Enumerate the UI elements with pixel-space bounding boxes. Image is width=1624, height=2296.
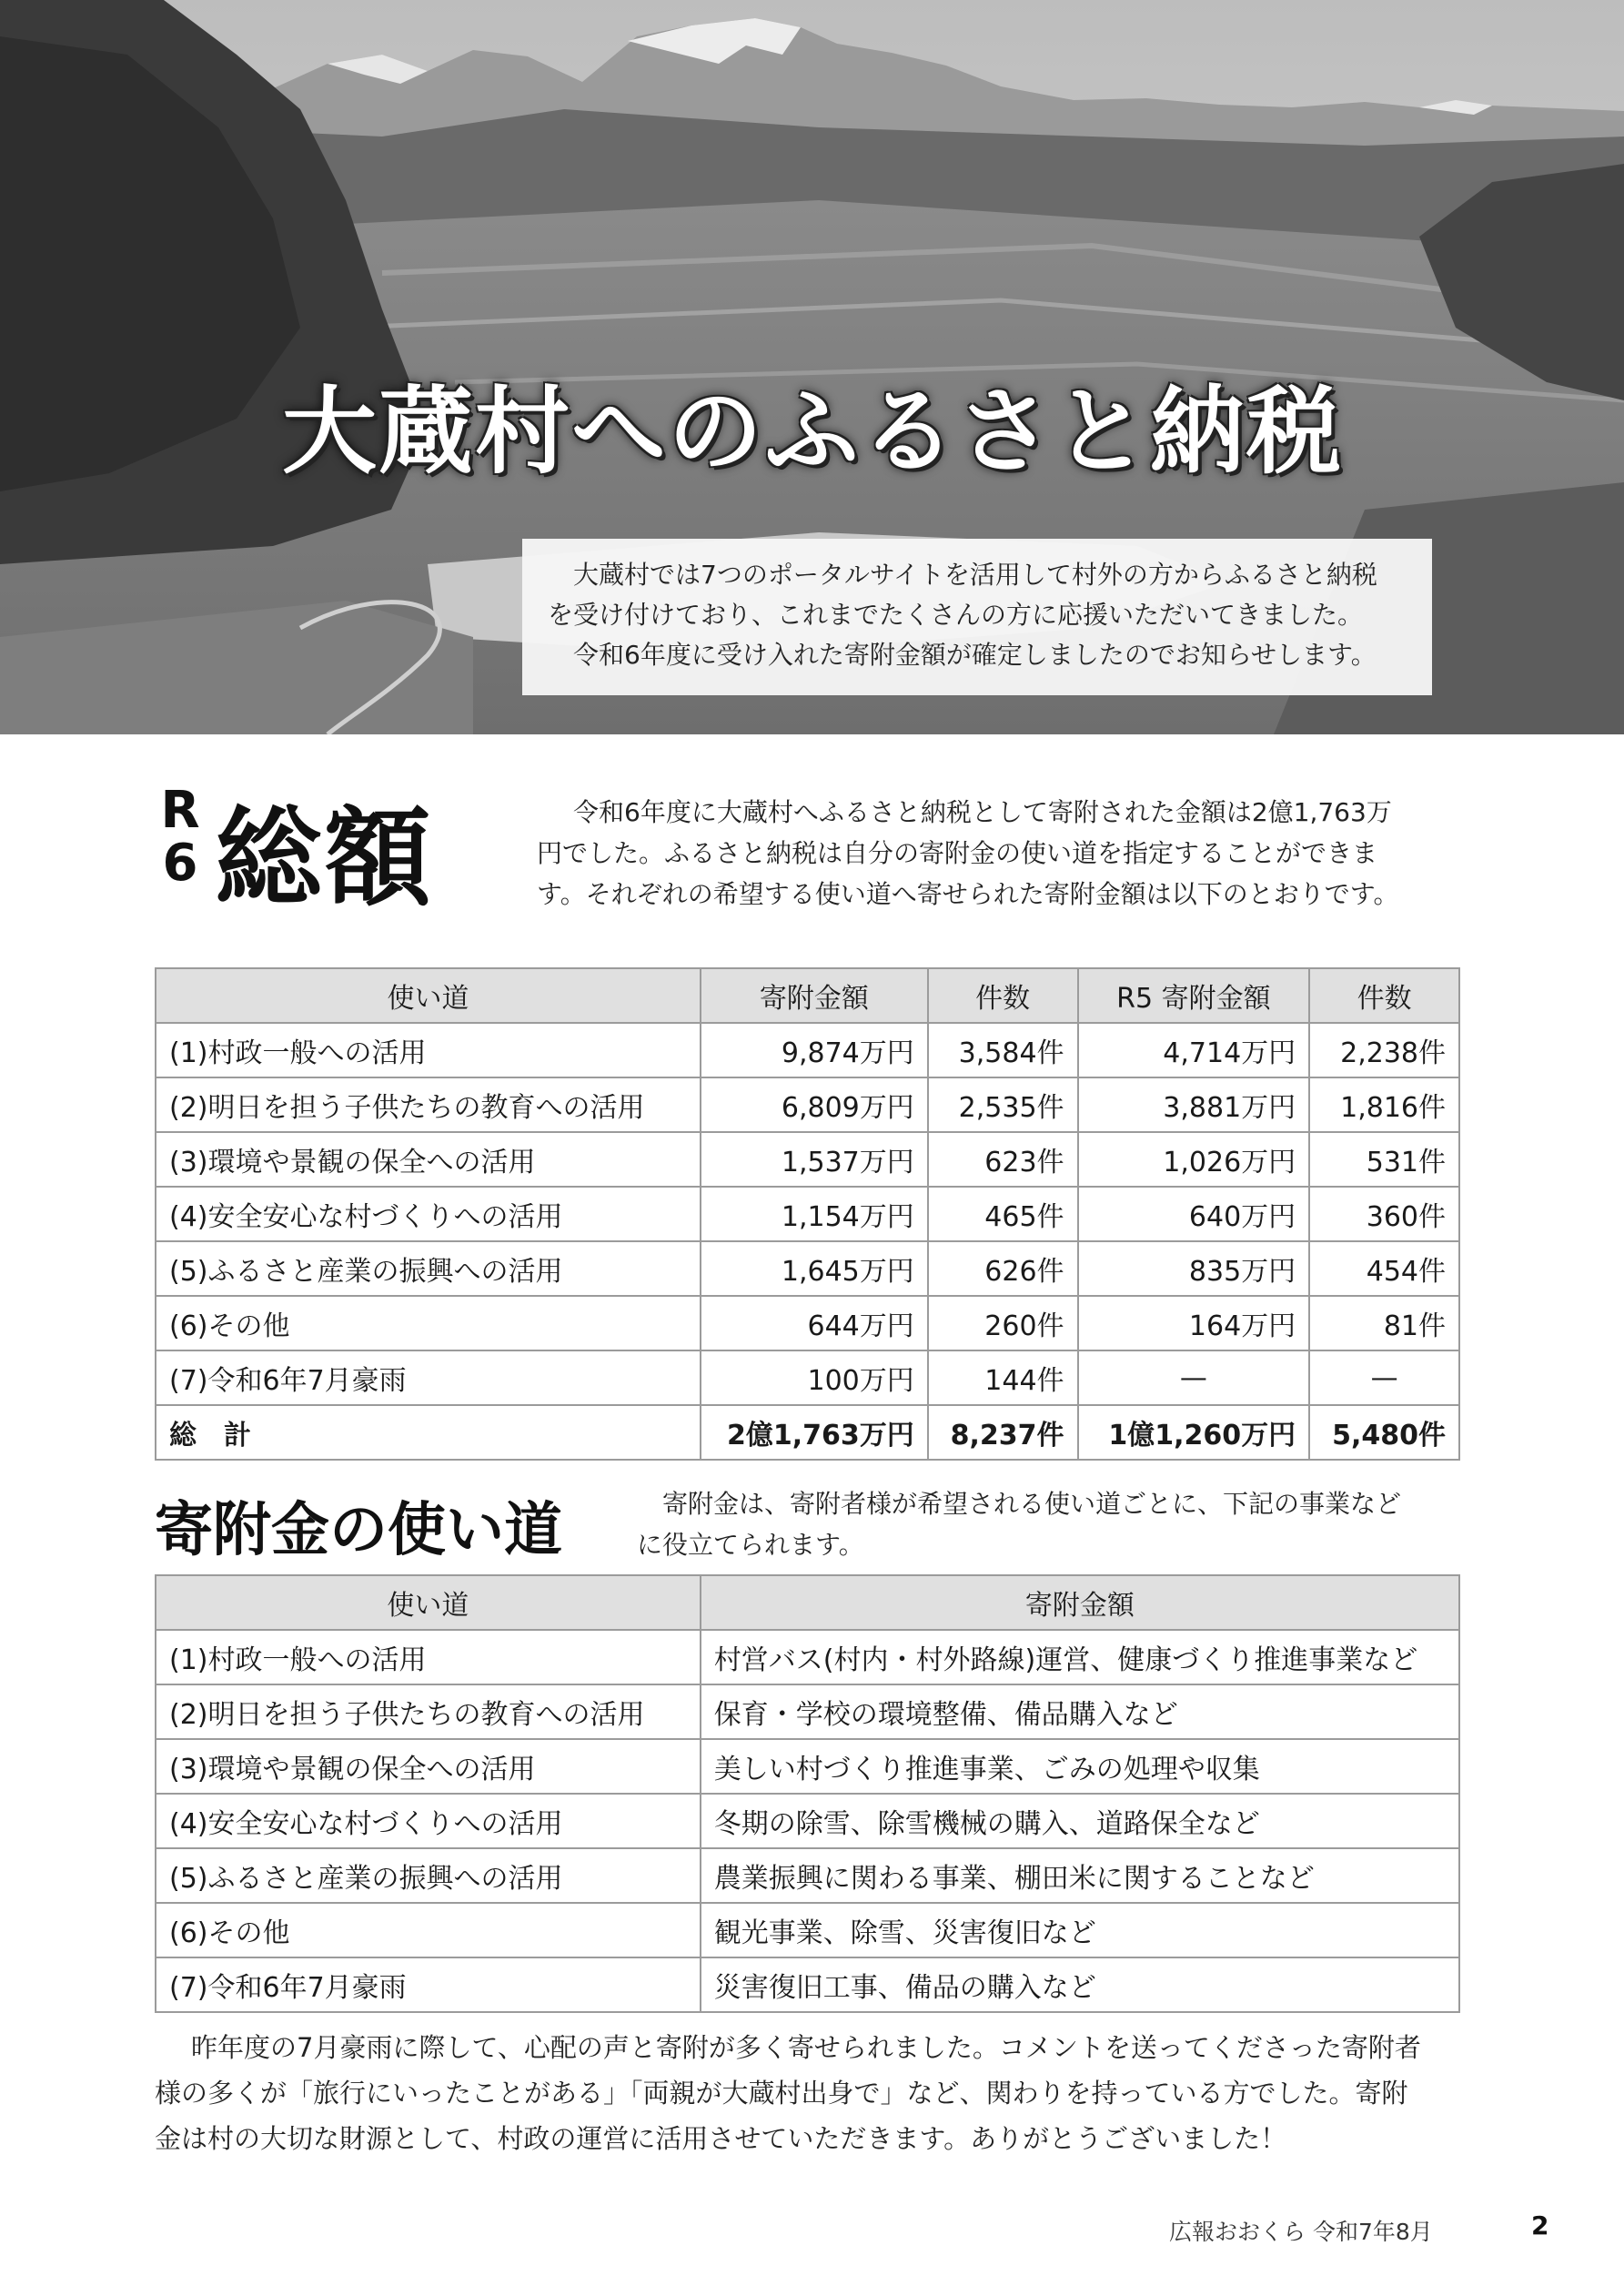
use-cell: (5)ふるさと産業の振興への活用 <box>156 1241 701 1296</box>
r5-count-cell: — <box>1309 1350 1459 1405</box>
table-row <box>156 1794 1459 1848</box>
table-header-row <box>156 1575 1459 1630</box>
header-use: 使い道 <box>156 1575 701 1630</box>
count-cell: 3,584件 <box>928 1023 1078 1077</box>
header-use: 使い道 <box>156 968 701 1023</box>
intro-box <box>522 539 1432 695</box>
table-row <box>156 1296 1459 1350</box>
table-row <box>156 1630 1459 1684</box>
table-row <box>156 1848 1459 1903</box>
project-cell: 美しい村づくり推進事業、ごみの処理や収集 <box>701 1739 1459 1794</box>
uses-line: に役立てられます。 <box>637 1530 864 1560</box>
header-count: 件数 <box>928 968 1078 1023</box>
r5-count-cell: 454件 <box>1309 1241 1459 1296</box>
amount-cell: 1,645万円 <box>701 1241 928 1296</box>
intro-line: を受け付けており、これまでたくさんの方に応援いただいてきました。 <box>548 600 1364 630</box>
table-row <box>156 1187 1459 1241</box>
table-row <box>156 1684 1459 1739</box>
uses-table <box>155 1574 1460 2013</box>
header-projects: 寄附金額 <box>701 1575 1459 1630</box>
closing-line: 様の多くが「旅行にいったことがある」「両親が大蔵村出身で」など、関わりを持っている方でした。寄附 <box>155 2078 1408 2109</box>
r5-count-cell: 2,238件 <box>1309 1023 1459 1077</box>
total-description <box>537 792 1465 915</box>
amount-cell: 1,154万円 <box>701 1187 928 1241</box>
page-title: 大蔵村へのふるさと納税 <box>282 376 1344 487</box>
amount-cell: 1,537万円 <box>701 1132 928 1187</box>
count-cell: 465件 <box>928 1187 1078 1241</box>
amount-cell: 9,874万円 <box>701 1023 928 1077</box>
closing-message <box>155 2025 1465 2161</box>
r5-amount-cell: 1,026万円 <box>1078 1132 1310 1187</box>
closing-line: 金は村の大切な財源として、村政の運営に活用させていただきます。ありがとうございました！ <box>155 2123 1287 2154</box>
project-cell: 保育・学校の環境整備、備品購入など <box>701 1684 1459 1739</box>
use-cell: (7)令和6年7月豪雨 <box>156 1957 701 2012</box>
r5-amount-cell: 4,714万円 <box>1078 1023 1310 1077</box>
use-cell: (6)その他 <box>156 1903 701 1957</box>
project-cell: 村営バス(村内・村外路線)運営、健康づくり推進事業など <box>701 1630 1459 1684</box>
header-r5-count: 件数 <box>1309 968 1459 1023</box>
project-cell: 災害復旧工事、備品の購入など <box>701 1957 1459 2012</box>
project-cell: 観光事業、除雪、災害復旧など <box>701 1903 1459 1957</box>
count-cell: 623件 <box>928 1132 1078 1187</box>
r5-amount-cell: 835万円 <box>1078 1241 1310 1296</box>
use-cell: (6)その他 <box>156 1296 701 1350</box>
table-row <box>156 1903 1459 1957</box>
header-amount: 寄附金額 <box>701 968 928 1023</box>
uses-line: 寄附金は、寄附者様が希望される使い道ごとに、下記の事業など <box>662 1489 1402 1519</box>
intro-line: 大蔵村では7つのポータルサイトを活用して村外の方からふるさと納税 <box>573 560 1377 590</box>
total-r5-count: 5,480件 <box>1309 1405 1459 1460</box>
r5-amount-cell: — <box>1078 1350 1310 1405</box>
table-row <box>156 1023 1459 1077</box>
page-number: 2 <box>1531 2210 1549 2240</box>
use-cell: (5)ふるさと産業の振興への活用 <box>156 1848 701 1903</box>
project-cell: 農業振興に関わる事業、棚田米に関することなど <box>701 1848 1459 1903</box>
amount-cell: 644万円 <box>701 1296 928 1350</box>
table-row <box>156 1132 1459 1187</box>
count-cell: 260件 <box>928 1296 1078 1350</box>
total-amount: 2億1,763万円 <box>701 1405 928 1460</box>
uses-heading: 寄附金の使い道 <box>155 1497 562 1564</box>
project-cell: 冬期の除雪、除雪機械の購入、道路保全など <box>701 1794 1459 1848</box>
count-cell: 626件 <box>928 1241 1078 1296</box>
intro-line: 令和6年度に受け入れた寄附金額が確定しましたのでお知らせします。 <box>573 640 1377 670</box>
fiscal-year-badge <box>155 781 206 893</box>
table-row <box>156 1957 1459 2012</box>
r5-count-cell: 531件 <box>1309 1132 1459 1187</box>
total-line: す。それぞれの希望する使い道へ寄せられた寄附金額は以下のとおりです。 <box>537 879 1399 909</box>
closing-line: 昨年度の7月豪雨に際して、心配の声と寄附が多く寄せられました。コメントを送ってくださった寄附者 <box>191 2032 1421 2063</box>
use-cell: (2)明日を担う子供たちの教育への活用 <box>156 1077 701 1132</box>
r5-amount-cell: 640万円 <box>1078 1187 1310 1241</box>
header-r5-amount: R5 寄附金額 <box>1078 968 1310 1023</box>
badge-number: 6 <box>162 834 198 893</box>
r5-count-cell: 81件 <box>1309 1296 1459 1350</box>
hero-photo <box>0 0 1624 734</box>
table-total-row <box>156 1405 1459 1460</box>
table-row <box>156 1350 1459 1405</box>
total-label: 総 計 <box>156 1405 701 1460</box>
count-cell: 144件 <box>928 1350 1078 1405</box>
total-line: 円でした。ふるさと納税は自分の寄附金の使い道を指定することができま <box>537 838 1378 868</box>
donation-amount-table <box>155 967 1460 1461</box>
r5-amount-cell: 3,881万円 <box>1078 1077 1310 1132</box>
use-cell: (7)令和6年7月豪雨 <box>156 1350 701 1405</box>
total-line: 令和6年度に大蔵村へふるさと納税として寄附された金額は2億1,763万 <box>573 797 1392 827</box>
r5-count-cell: 1,816件 <box>1309 1077 1459 1132</box>
use-cell: (3)環境や景観の保全への活用 <box>156 1132 701 1187</box>
table-row <box>156 1077 1459 1132</box>
count-cell: 2,535件 <box>928 1077 1078 1132</box>
use-cell: (4)安全安心な村づくりへの活用 <box>156 1187 701 1241</box>
total-heading: 総額 <box>215 795 434 921</box>
publication-footer: 広報おおくら 令和7年8月 <box>1169 2219 1433 2245</box>
badge-letter: R <box>160 781 200 840</box>
amount-cell: 6,809万円 <box>701 1077 928 1132</box>
table-header-row <box>156 968 1459 1023</box>
total-count: 8,237件 <box>928 1405 1078 1460</box>
table-row <box>156 1241 1459 1296</box>
use-cell: (4)安全安心な村づくりへの活用 <box>156 1794 701 1848</box>
r5-count-cell: 360件 <box>1309 1187 1459 1241</box>
use-cell: (3)環境や景観の保全への活用 <box>156 1739 701 1794</box>
amount-cell: 100万円 <box>701 1350 928 1405</box>
table-row <box>156 1739 1459 1794</box>
uses-description <box>637 1483 1465 1565</box>
use-cell: (1)村政一般への活用 <box>156 1023 701 1077</box>
total-r5-amount: 1億1,260万円 <box>1078 1405 1310 1460</box>
use-cell: (1)村政一般への活用 <box>156 1630 701 1684</box>
use-cell: (2)明日を担う子供たちの教育への活用 <box>156 1684 701 1739</box>
r5-amount-cell: 164万円 <box>1078 1296 1310 1350</box>
